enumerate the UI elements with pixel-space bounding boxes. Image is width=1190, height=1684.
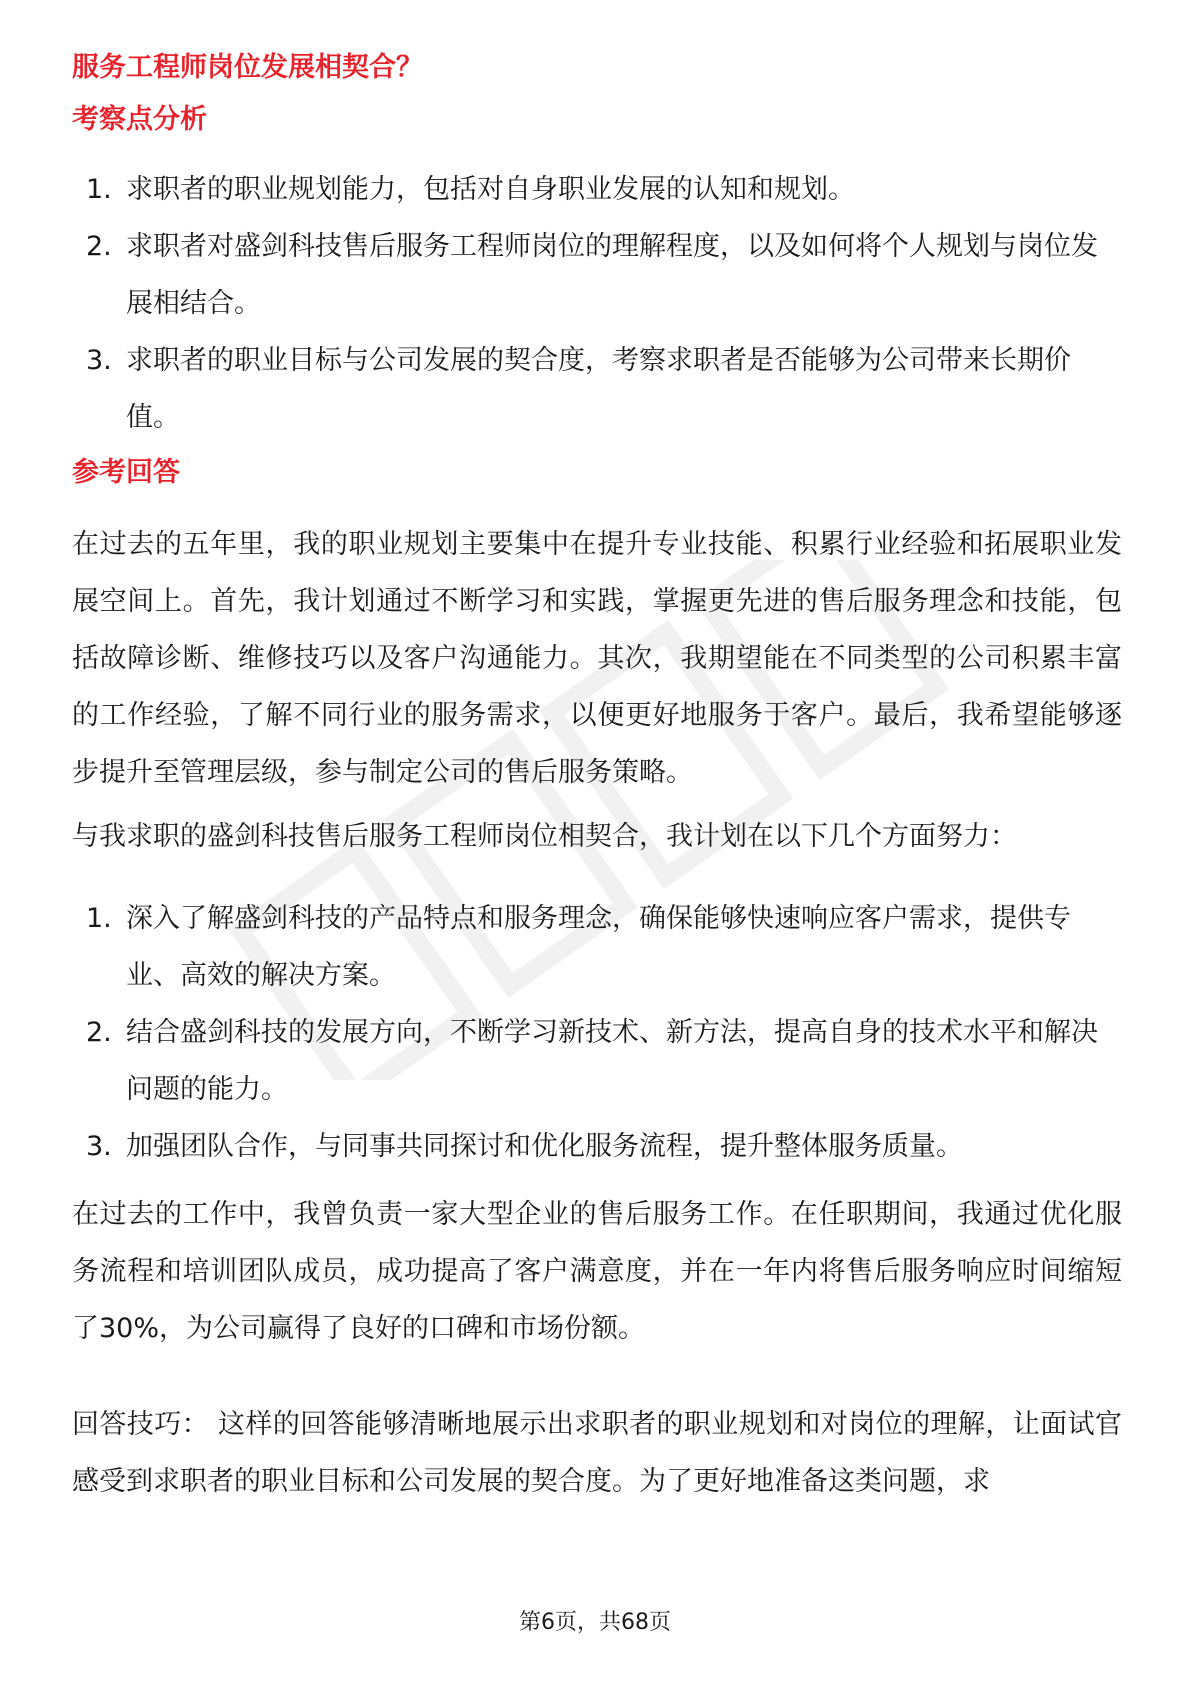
list-item-text: 求职者的职业规划能力，包括对自身职业发展的认知和规划。: [126, 174, 855, 205]
list-number: 1.: [86, 174, 112, 205]
list-item-text: 求职者的职业目标与公司发展的契合度，考察求职者是否能够为公司带来长期价值。: [126, 345, 1071, 433]
answer-paragraph-1: 在过去的五年里，我的职业规划主要集中在提升专业技能、积累行业经验和拓展职业发展空间上。首先，我计划通过不断学习和实践，掌握更先进的售后服务理念和技能，包括故障诊断、维修技巧以及客户沟通能力。其次，我期望能在不同类型的公司积累丰富的工作经验，了解不同行业的服务需求，以便更好地服务于客户。最后，我希望能够逐步提升至管理层级，参与制定公司的售后服务策略。: [72, 529, 1122, 788]
list-item: [72, 218, 1122, 332]
answer-heading: 参考回答: [72, 457, 180, 488]
answer-paragraph-2: 与我求职的盛剑科技售后服务工程师岗位相契合，我计划在以下几个方面努力：: [72, 821, 1017, 852]
list-number: 1.: [86, 903, 112, 934]
list-item-text: 深入了解盛剑科技的产品特点和服务理念，确保能够快速响应客户需求，提供专业、高效的解决方案。: [126, 903, 1071, 991]
list-number: 2.: [86, 1017, 112, 1048]
page-number-footer: 第6页，共68页: [519, 1610, 671, 1635]
list-item: [72, 332, 1122, 446]
list-number: 3.: [86, 1131, 112, 1162]
answer-list: [72, 890, 1122, 1175]
list-item-text: 结合盛剑科技的发展方向，不断学习新技术、新方法，提高自身的技术水平和解决问题的能力。: [126, 1017, 1098, 1105]
analysis-heading: 考察点分析: [72, 104, 207, 135]
list-item: [72, 161, 1122, 218]
analysis-list: [72, 161, 1122, 446]
list-item-text: 加强团队合作，与同事共同探讨和优化服务流程，提升整体服务质量。: [126, 1131, 963, 1162]
list-item-text: 求职者对盛剑科技售后服务工程师岗位的理解程度，以及如何将个人规划与岗位发展相结合。: [126, 231, 1098, 319]
list-item: [72, 1004, 1122, 1118]
question-title-line: 服务工程师岗位发展相契合？: [72, 52, 423, 83]
answer-tips-paragraph: 回答技巧： 这样的回答能够清晰地展示出求职者的职业规划和对岗位的理解，让面试官感受到求职者的职业目标和公司发展的契合度。为了更好地准备这类问题，求: [72, 1409, 1122, 1497]
list-number: 3.: [86, 345, 112, 376]
answer-paragraph-3: 在过去的工作中，我曾负责一家大型企业的售后服务工作。在任职期间，我通过优化服务流程和培训团队成员，成功提高了客户满意度，并在一年内将售后服务响应时间缩短了30%，为公司赢得了良好的口碑和市场份额。: [72, 1199, 1122, 1344]
list-number: 2.: [86, 231, 112, 262]
list-item: [72, 890, 1122, 1004]
list-item: [72, 1118, 1122, 1175]
